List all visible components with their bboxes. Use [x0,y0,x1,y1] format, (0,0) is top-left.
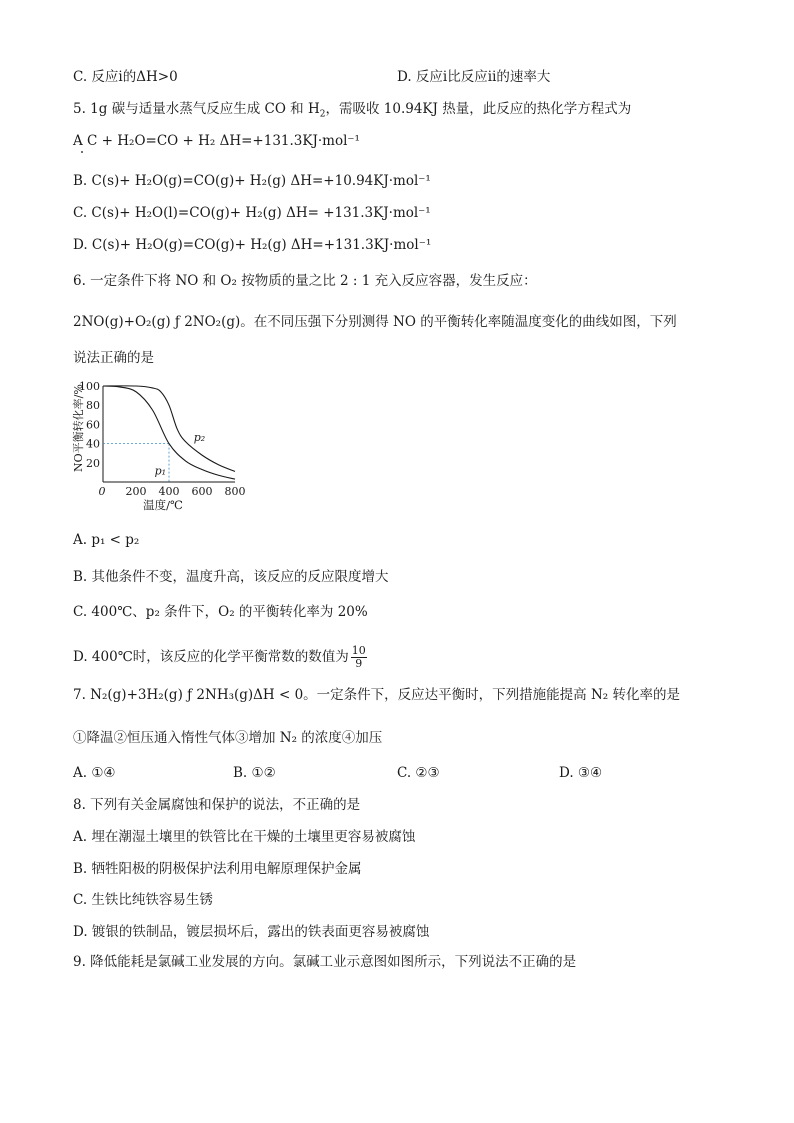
y-axis-title: NO平衡转化率/% [72,384,85,472]
q6-option-d [73,645,367,670]
q6-stem-line3: 说法正确的是 [73,350,154,366]
y-tick-label-60: 60 [86,418,100,432]
q9-stem: 9. 降低能耗是氯碱工业发展的方向。氯碱工业示意图如图所示，下列说法不正确的是 [73,954,577,970]
fraction-10-9 [351,645,367,670]
x-tick-label-600: 600 [191,485,213,498]
x-tick-label-800: 800 [224,485,246,498]
q5-option-c: C. C(s)+ H₂O(l)=CO(g)+ H₂(g) ΔH= +131.3KJ·mol⁻¹ [73,205,431,221]
q4-option-d: D. 反应ⅰ比反应ⅱ的速率大 [397,69,551,85]
q6-option-c: C. 400℃、p₂ 条件下，O₂ 的平衡转化率为 20% [73,604,368,620]
x-tick-label-200: 200 [125,485,147,498]
series-label-2: p₂ [193,430,206,444]
series-label-1: p₁ [154,464,167,478]
series-line-2 [103,386,235,472]
q5-stem-part2: ，需吸收 10.94KJ 热量，此反应的热化学方程式为 [325,101,632,117]
q6-stem-line2: 2NO(g)+O₂(g) ƒ 2NO₂(g)。在不同压强下分别测得 NO 的平衡转化率随温度变化的曲线如图，下列 [73,314,677,330]
y-tick-label-20: 20 [86,456,100,470]
q8-option-b: B. 牺牲阳极的阴极保护法利用电解原理保护金属 [73,861,362,877]
q8-option-a: A. 埋在潮湿土壤里的铁管比在干燥的土壤里更容易被腐蚀 [73,829,416,845]
q6-option-a: A. p₁ < p₂ [73,532,140,548]
x-tick-label-0: 0 [98,485,106,498]
q7-option-a: A. ①④ [73,765,116,781]
q7-option-b: B. ①② [233,765,276,781]
q4-option-c: C. 反应ⅰ的ΔH>0 [73,69,178,85]
stray-dot [81,151,83,153]
q7-option-d: D. ③④ [559,765,603,781]
q7-stem: 7. N₂(g)+3H₂(g) ƒ 2NH₃(g)ΔH < 0。一定条件下，反应达平衡时，下列措施能提高 N₂ 转化率的是 [73,687,680,703]
y-tick-label-100: 100 [79,380,100,393]
series-labels [155,431,206,478]
q6-option-b: B. 其他条件不变，温度升高，该反应的反应限度增大 [73,569,389,585]
x-tick-label-400: 400 [158,485,180,498]
q6-option-d-text: D. 400℃时，该反应的化学平衡常数的数值为 [73,649,349,665]
q5-option-b: B. C(s)+ H₂O(g)=CO(g)+ H₂(g) ΔH=+10.94KJ·mol⁻¹ [73,173,431,189]
q5-stem-part1: 5. 1g 碳与适量水蒸气反应生成 CO 和 H [73,101,320,117]
no-conversion-chart [68,376,258,516]
q7-measures: ①降温②恒压通入惰性气体③增加 N₂ 的浓度④加压 [73,730,383,746]
y-tick-label-40: 40 [86,437,100,451]
fraction-denominator: 9 [355,657,363,670]
q6-stem-line1: 6. 一定条件下将 NO 和 O₂ 按物质的量之比 2 : 1 充入反应容器，发生反应： [73,273,537,289]
y-axis-label [71,384,85,472]
q7-option-c: C. ②③ [397,765,440,781]
x-axis-title: 温度/℃ [143,498,183,512]
q8-stem: 8. 下列有关金属腐蚀和保护的说法，不正确的是 [73,797,361,813]
x-tick-labels [99,485,246,498]
y-tick-label-80: 80 [86,399,100,413]
q5-option-d: D. C(s)+ H₂O(g)=CO(g)+ H₂(g) ΔH=+131.3KJ·mol⁻¹ [73,237,432,253]
q8-option-d: D. 镀银的铁制品，镀层损坏后，露出的铁表面更容易被腐蚀 [73,924,430,940]
fraction-numerator: 10 [351,644,366,657]
q5-stem: 5. 1g 碳与适量水蒸气反应生成 CO 和 $H_2$，需吸收 10.94KJ 热量，此反应的热化学方程式为 [73,101,632,120]
q5-option-a: A C + H₂O=CO + H₂ ΔH=+131.3KJ·mol⁻¹ [73,133,360,149]
q8-option-c: C. 生铁比纯铁容易生锈 [73,892,213,908]
